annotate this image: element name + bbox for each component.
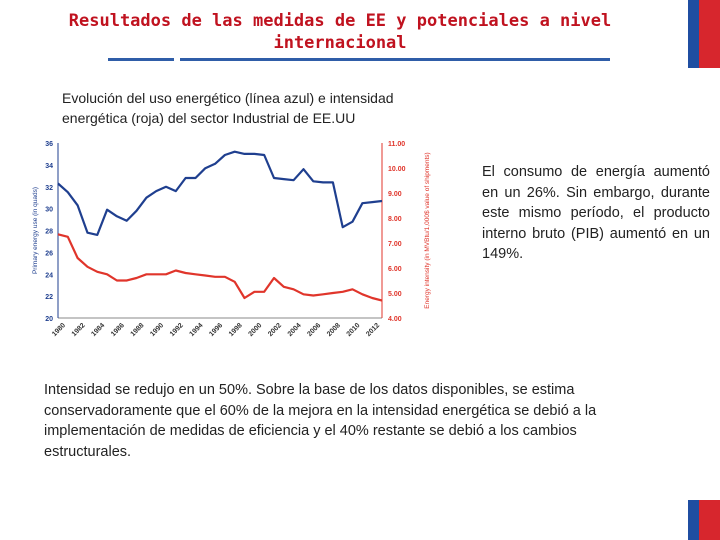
energy-chart bbox=[30, 135, 450, 345]
right-axis-title: Energy intensity (in MVBtu/1,000$ value of shipments) bbox=[424, 152, 431, 309]
caption-line-2: energética (roja) del sector Industrial de EE.UU bbox=[62, 110, 356, 126]
left-tick-label: 22 bbox=[45, 294, 53, 302]
x-tick-label: 1992 bbox=[168, 322, 185, 339]
right-tick-label: 10.00 bbox=[388, 166, 406, 173]
caption-line-1: Evolución del uso energético (línea azul) e intensidad bbox=[62, 90, 394, 106]
flag-bottom-decoration bbox=[688, 500, 720, 540]
flag-top-decoration bbox=[688, 0, 720, 68]
right-tick-label: 8.00 bbox=[388, 216, 402, 223]
left-tick-label: 20 bbox=[45, 316, 53, 323]
left-tick-label: 32 bbox=[45, 184, 53, 192]
x-tick-label: 1984 bbox=[90, 322, 107, 339]
x-tick-label: 1994 bbox=[188, 322, 205, 339]
x-tick-label: 2004 bbox=[286, 322, 303, 339]
x-tick-label: 2012 bbox=[365, 322, 382, 339]
right-tick-label: 4.00 bbox=[388, 316, 402, 323]
left-tick-label: 30 bbox=[45, 206, 53, 214]
x-tick-label: 2000 bbox=[247, 322, 264, 339]
slide-title bbox=[20, 10, 660, 54]
left-tick-label: 34 bbox=[45, 162, 53, 170]
x-tick-label: 1980 bbox=[51, 322, 68, 339]
left-tick-label: 36 bbox=[45, 141, 53, 148]
title-rule-left bbox=[108, 58, 174, 61]
x-tick-label: 1990 bbox=[149, 322, 166, 339]
left-tick-label: 28 bbox=[45, 228, 53, 236]
x-tick-label: 1982 bbox=[70, 322, 87, 339]
right-tick-label: 7.00 bbox=[388, 241, 402, 248]
chart-caption bbox=[62, 88, 462, 128]
x-tick-label: 1998 bbox=[227, 322, 244, 339]
bottom-paragraph: Intensidad se redujo en un 50%. Sobre la base de los datos disponibles, se estima conservadoramente que el 60% de la mejora en la intensidad energética se debió a la implementación de medidas de eficiencia y el 40% restante se debió a los cambios estructurales. bbox=[44, 382, 597, 460]
energy-use-line bbox=[58, 152, 382, 235]
left-tick-label: 26 bbox=[45, 250, 53, 258]
right-tick-label: 6.00 bbox=[388, 266, 402, 273]
right-tick-label: 9.00 bbox=[388, 191, 402, 198]
x-tick-label: 2006 bbox=[306, 322, 323, 339]
x-tick-label: 2002 bbox=[267, 322, 284, 339]
right-tick-label: 5.00 bbox=[388, 291, 402, 298]
x-tick-label: 2008 bbox=[325, 322, 342, 339]
title-line-1: Resultados de las medidas de EE y potenciales a nivel bbox=[68, 11, 612, 31]
side-paragraph: El consumo de energía aumentó en un 26%. Sin embargo, durante este mismo período, el producto interno bruto (PIB) aumentó en un 149%. bbox=[482, 164, 710, 262]
energy-intensity-line bbox=[58, 234, 382, 300]
x-tick-label: 1996 bbox=[208, 322, 225, 339]
right-tick-label: 11.00 bbox=[388, 141, 406, 148]
title-line-2: internacional bbox=[273, 33, 407, 53]
left-tick-label: 24 bbox=[45, 272, 53, 280]
x-tick-label: 2010 bbox=[345, 322, 362, 339]
x-tick-label: 1988 bbox=[129, 322, 146, 339]
x-tick-label: 1986 bbox=[109, 322, 126, 339]
left-axis-title: Primary energy use (in quads) bbox=[32, 186, 39, 275]
title-rule-right bbox=[180, 58, 610, 61]
